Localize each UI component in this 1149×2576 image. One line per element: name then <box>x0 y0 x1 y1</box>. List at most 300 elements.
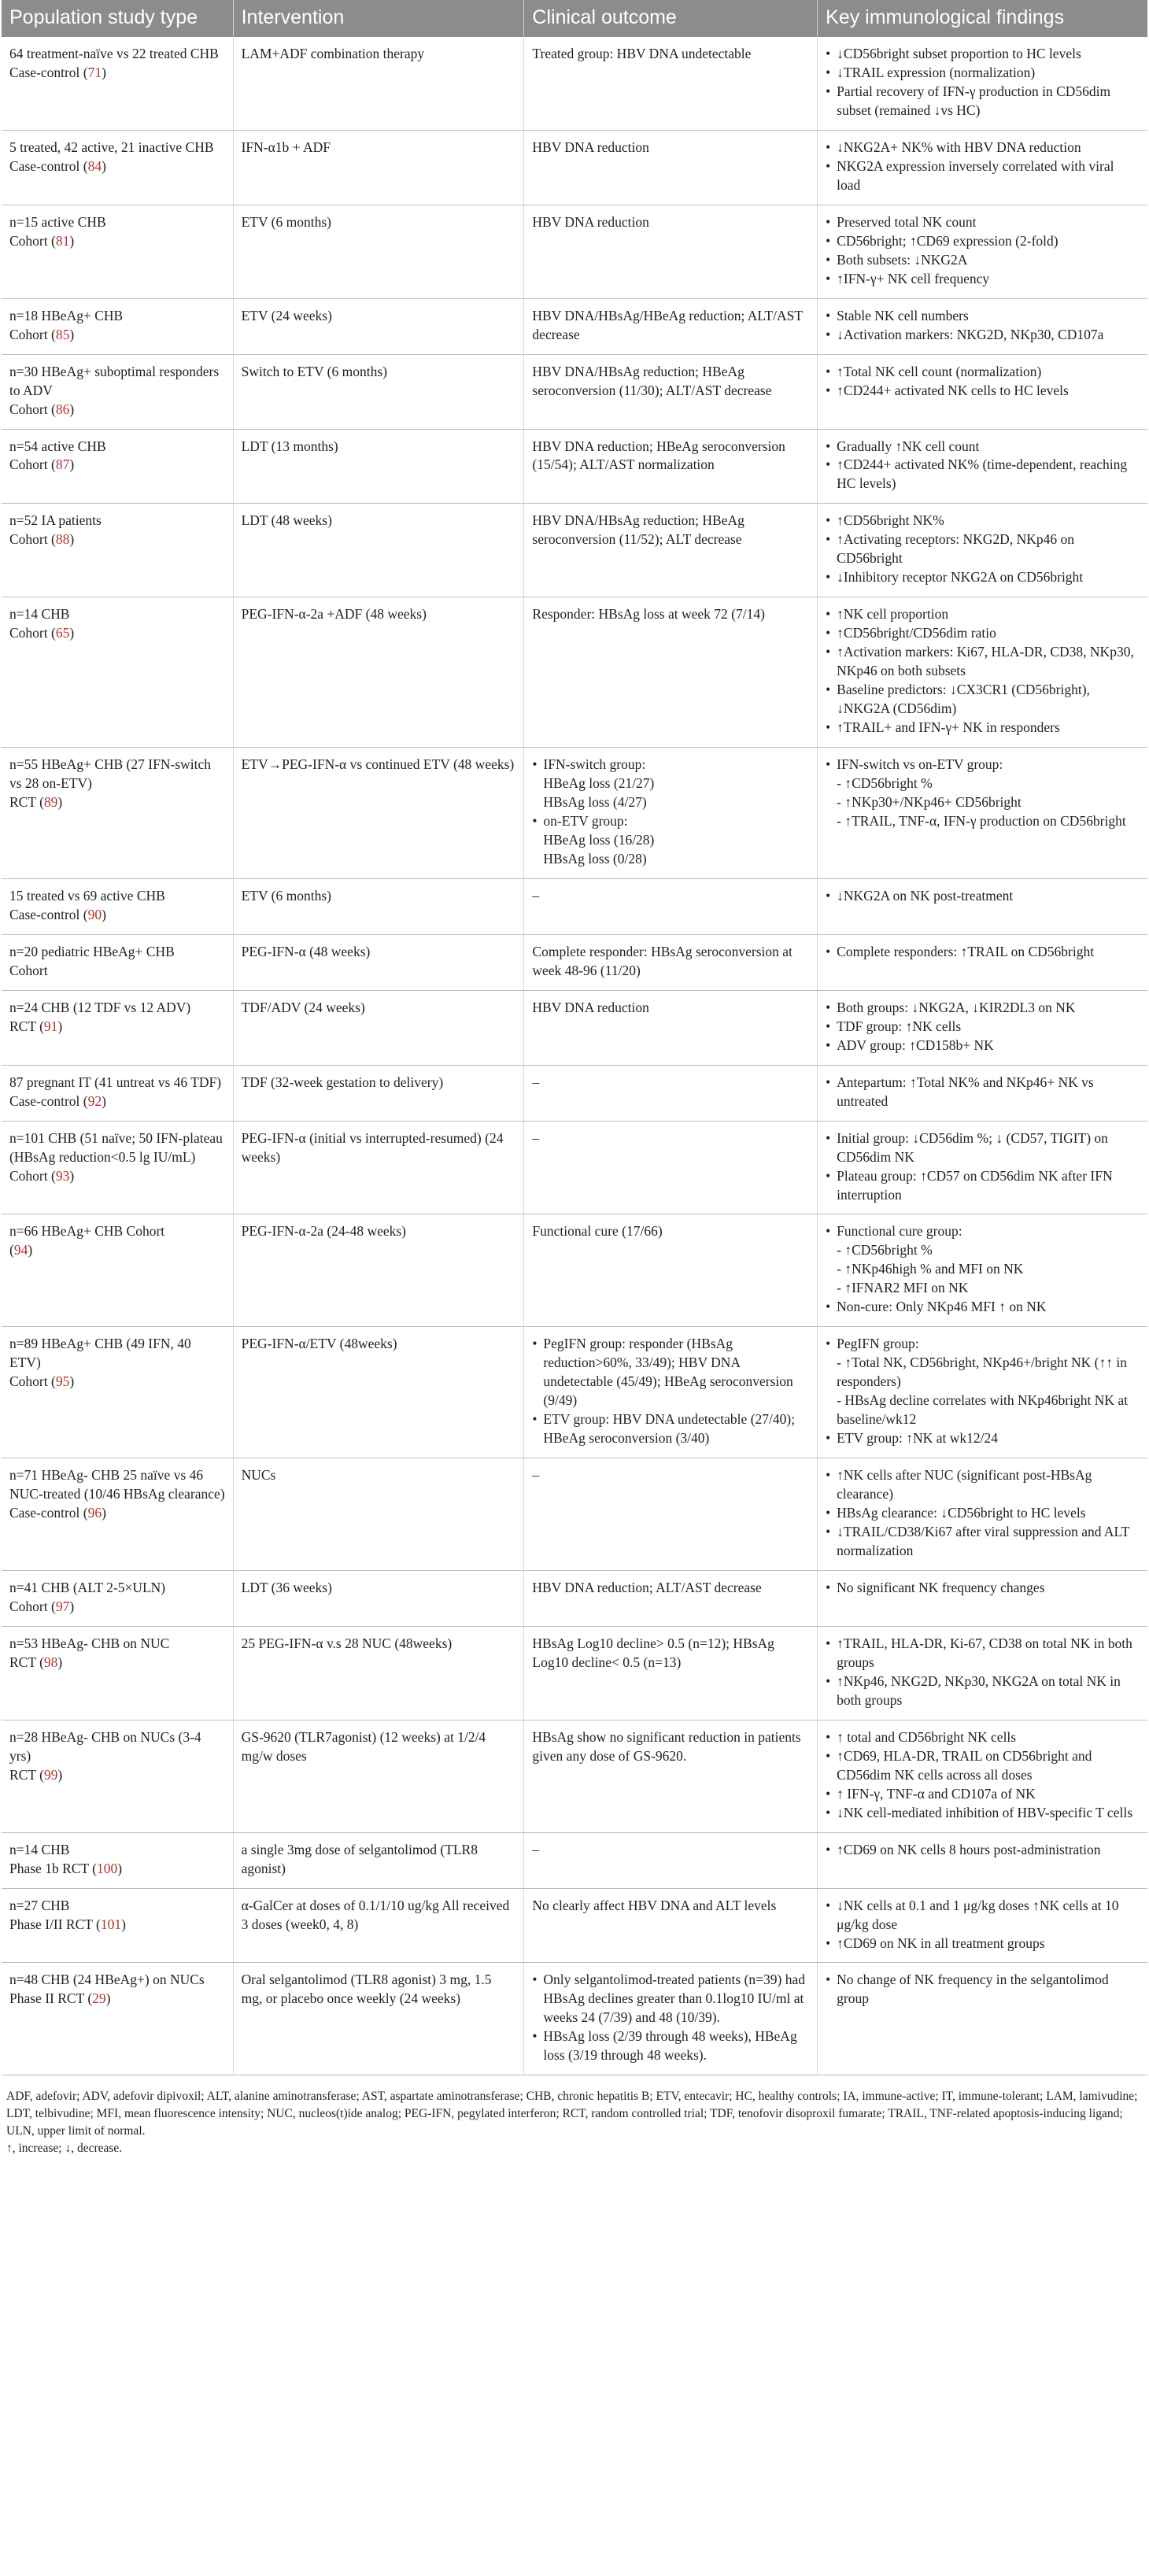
header-population: Population study type <box>2 0 233 37</box>
finding-text: - ↑NKp46high % and MFI on NK <box>837 1261 1024 1277</box>
outcome-text: HBsAg loss (2/39 through 48 weeks), HBeAg loss (3/19 through 48 weeks). <box>543 2028 797 2064</box>
table-row <box>2 597 1147 748</box>
finding-item <box>826 213 1140 232</box>
finding-text: Baseline predictors: ↓CX3CR1 (CD56bright), ↓NKG2A (CD56dim) <box>837 682 1090 717</box>
finding-item <box>826 719 1140 737</box>
intervention-text: α-GalCer at doses of 0.1/1/10 ug/kg All received 3 doses (week0, 4, 8) <box>241 1897 510 1932</box>
reference-link[interactable]: 93 <box>55 1167 70 1184</box>
population-text: n=41 CHB (ALT 2-5×ULN) <box>9 1579 166 1595</box>
cell-findings <box>818 298 1147 354</box>
intervention-text: Switch to ETV (6 months) <box>241 363 387 379</box>
intervention-text: a single 3mg dose of selgantolimod (TLR8 agonist) <box>241 1841 478 1876</box>
cell-findings <box>818 597 1147 748</box>
cell-intervention <box>233 878 524 934</box>
cell-intervention <box>233 1832 524 1888</box>
table-footnote <box>2 2075 1147 2157</box>
findings-list <box>826 605 1140 737</box>
cell-population <box>2 130 233 205</box>
finding-text: ↑Activating receptors: NKG2D, NKp46 on CD56bright <box>837 531 1074 567</box>
finding-item <box>826 1971 1140 2009</box>
table-row <box>2 354 1147 429</box>
finding-item <box>826 326 1140 345</box>
study-design-line: Case-control (92) <box>9 1092 106 1109</box>
finding-text: ↓TRAIL/CD38/Ki67 after viral suppression and ALT normalization <box>837 1524 1129 1558</box>
outcome-item <box>532 774 809 793</box>
finding-text: ↑CD69, HLA-DR, TRAIL on CD56bright and CD56dim NK cells across all doses <box>837 1747 1092 1783</box>
table-row <box>2 37 1147 130</box>
study-design-line: Cohort (95) <box>9 1373 75 1390</box>
cell-population <box>2 597 233 748</box>
table-row <box>2 1626 1147 1720</box>
study-design: Cohort <box>9 625 48 641</box>
study-design: Case-control <box>9 64 80 80</box>
study-design: Cohort <box>9 531 48 548</box>
table-row <box>2 748 1147 879</box>
study-design-line: RCT (89) <box>9 794 63 810</box>
finding-item <box>826 887 1140 906</box>
outcome-item <box>532 2027 809 2065</box>
outcome-item <box>532 1897 809 1916</box>
cell-intervention <box>233 1720 524 1832</box>
reference-link[interactable]: 89 <box>43 794 58 810</box>
study-design: Case-control <box>9 1505 80 1521</box>
table-header-row <box>2 0 1147 37</box>
population-text: 5 treated, 42 active, 21 inactive CHB <box>9 139 214 155</box>
finding-text: Functional cure group: <box>837 1223 962 1240</box>
cell-population <box>2 934 233 990</box>
finding-item <box>826 1466 1140 1504</box>
finding-item <box>826 1935 1140 1953</box>
cell-findings <box>818 990 1147 1065</box>
study-design-line: Case-control (90) <box>9 906 106 922</box>
population-text: n=53 HBeAg- CHB on NUC <box>9 1635 170 1651</box>
reference-link[interactable]: 88 <box>55 531 70 548</box>
finding-item <box>826 270 1140 289</box>
cell-intervention <box>233 1626 524 1720</box>
finding-text: ↓TRAIL expression (normalization) <box>837 64 1036 80</box>
intervention-text: GS-9620 (TLR7agonist) (12 weeks) at 1/2/4 mg/w doses <box>241 1728 486 1764</box>
finding-text: Stable NK cell numbers <box>837 307 969 323</box>
intervention-text: ETV (24 weeks) <box>241 307 332 323</box>
cell-intervention <box>233 205 524 298</box>
finding-item <box>826 1635 1140 1672</box>
finding-text: ↑ total and CD56bright NK cells <box>837 1728 1017 1745</box>
study-design-line: Phase I/II RCT (101) <box>9 1916 126 1932</box>
outcome-item <box>532 1222 809 1241</box>
cell-findings <box>818 1065 1147 1121</box>
reference-link[interactable]: 94 <box>13 1242 28 1258</box>
reference-link[interactable]: 85 <box>55 326 70 342</box>
cell-findings <box>818 130 1147 205</box>
population-text: n=14 CHB <box>9 606 70 623</box>
outcome-item <box>532 999 809 1018</box>
study-design-line <box>9 962 225 981</box>
study-design: Phase I/II RCT <box>9 1916 93 1932</box>
outcome-list <box>532 307 809 345</box>
cell-outcome <box>524 1458 818 1571</box>
cell-outcome <box>524 37 818 130</box>
cell-findings <box>818 748 1147 879</box>
outcome-list <box>532 213 809 232</box>
cell-outcome <box>524 205 818 298</box>
finding-item <box>826 307 1140 326</box>
finding-text: HBsAg clearance: ↓CD56bright to HC levels <box>837 1505 1086 1521</box>
outcome-text: HBV DNA/HBsAg reduction; HBeAg seroconversion (11/30); ALT/AST decrease <box>532 363 772 398</box>
outcome-item <box>532 1635 809 1672</box>
study-design-line: Cohort (86) <box>9 401 75 417</box>
finding-text: ↑Activation markers: Ki67, HLA-DR, CD38, NKp30, NKp46 on both subsets <box>837 644 1134 679</box>
study-design-line: Case-control (71) <box>9 64 106 80</box>
outcome-text: HBsAg loss (4/27) <box>543 794 647 810</box>
cell-outcome <box>524 934 818 990</box>
finding-item <box>826 1672 1140 1710</box>
intervention-text: 25 PEG-IFN-α v.s 28 NUC (48weeks) <box>241 1635 453 1651</box>
cell-intervention <box>233 1458 524 1571</box>
outcome-list <box>532 1129 809 1148</box>
outcome-list <box>532 438 809 475</box>
finding-text: ↓Activation markers: NKG2D, NKp30, CD107a <box>837 326 1104 342</box>
outcome-item <box>532 1335 809 1410</box>
finding-item <box>826 512 1140 530</box>
findings-list <box>826 943 1140 962</box>
cell-population <box>2 1963 233 2075</box>
outcome-text: – <box>532 1129 540 1146</box>
finding-item <box>826 681 1140 719</box>
finding-text: - ↑CD56bright % <box>837 1242 933 1258</box>
cell-population <box>2 748 233 879</box>
reference-link[interactable]: 29 <box>92 1990 106 2007</box>
outcome-list <box>532 512 809 549</box>
findings-list <box>826 512 1140 587</box>
reference-link[interactable]: 100 <box>97 1860 118 1876</box>
intervention-text: PEG-IFN-α/ETV (48weeks) <box>241 1336 397 1352</box>
finding-item <box>826 157 1140 195</box>
finding-text: ↑IFN-γ+ NK cell frequency <box>837 270 990 286</box>
population-text: n=89 HBeAg+ CHB (49 IFN, 40 ETV) <box>9 1336 191 1371</box>
findings-list <box>826 139 1140 195</box>
population-text: n=52 IA patients <box>9 512 102 529</box>
population-text: n=54 active CHB <box>9 438 106 454</box>
finding-item <box>826 251 1140 270</box>
findings-list <box>826 438 1140 494</box>
outcome-item <box>532 605 809 624</box>
cell-population <box>2 1065 233 1121</box>
finding-text: - ↑Total NK, CD56bright, NKp46+/bright NK (↑↑ in responders) <box>837 1355 1127 1390</box>
finding-item <box>826 45 1140 64</box>
outcome-item <box>532 812 809 831</box>
outcome-item <box>532 45 809 64</box>
outcome-text: Functional cure (17/66) <box>532 1223 663 1240</box>
findings-list <box>826 1635 1140 1710</box>
finding-text: ↑TRAIL, HLA-DR, Ki-67, CD38 on total NK in both groups <box>837 1635 1132 1670</box>
study-design-line: RCT (98) <box>9 1654 63 1670</box>
cell-outcome <box>524 1121 818 1214</box>
cell-outcome <box>524 429 818 504</box>
cell-intervention <box>233 1888 524 1963</box>
footnote-abbreviations: ADF, adefovir; ADV, adefovir dipivoxil; ALT, alanine aminotransferase; AST, aspartate aminotransferase; CHB, chronic hepatitis B; ETV, entecavir; HC, healthy controls; IA, immune-active; IT, immune-tolerant; LAM, lamivudine; LDT, telbivudine; MFI, mean fluorescence intensity; NUC, nucleos(t)ide analog; PEG-IFN, pegylated interferon; RCT, random controlled trial; TDF, tenofovir disoproxil fumarate; TRAIL, TNF-related apoptosis-inducing ligand; ULN, upper limit of normal. <box>6 2090 1138 2138</box>
intervention-text: ETV (6 months) <box>241 213 332 230</box>
cell-findings <box>818 1121 1147 1214</box>
outcome-item <box>532 438 809 475</box>
study-design: Cohort <box>9 401 48 417</box>
intervention-text: LDT (36 weeks) <box>241 1579 332 1595</box>
population-text: n=14 CHB <box>9 1841 70 1857</box>
outcome-text: Responder: HBsAg loss at week 72 (7/14) <box>532 606 765 623</box>
reference-link[interactable]: 97 <box>55 1598 70 1614</box>
reference-link[interactable]: 95 <box>55 1373 70 1390</box>
study-design: Phase 1b RCT <box>9 1860 89 1876</box>
finding-text: ↓CD56bright subset proportion to HC levels <box>837 46 1081 61</box>
table-body <box>2 37 1147 2075</box>
finding-text: - ↑CD56bright % <box>837 775 933 792</box>
outcome-text: – <box>532 1467 540 1484</box>
finding-text: ↑NKp46, NKG2D, NKp30, NKG2A on total NK in both groups <box>837 1672 1121 1708</box>
table-row <box>2 1065 1147 1121</box>
reference-link[interactable]: 98 <box>43 1654 58 1670</box>
finding-text: Both groups: ↓NKG2A, ↓KIR2DL3 on NK <box>837 999 1076 1015</box>
population-text: n=28 HBeAg- CHB on NUCs (3-4 yrs) <box>9 1728 201 1764</box>
intervention-text: NUCs <box>241 1467 276 1484</box>
outcome-list <box>532 139 809 157</box>
reference-link[interactable]: 81 <box>55 232 70 249</box>
outcome-text: No clearly affect HBV DNA and ALT levels <box>532 1897 777 1913</box>
cell-intervention <box>233 1065 524 1121</box>
outcome-item <box>532 512 809 549</box>
reference-link[interactable]: 101 <box>100 1916 122 1932</box>
reference-link[interactable]: 86 <box>55 401 70 417</box>
findings-list <box>826 1971 1140 2009</box>
cell-population <box>2 37 233 130</box>
finding-text: ↓NK cells at 0.1 and 1 μg/kg doses ↑NK cells at 10 μg/kg dose <box>837 1897 1119 1932</box>
cell-outcome <box>524 1214 818 1327</box>
intervention-text: TDF/ADV (24 weeks) <box>241 999 365 1015</box>
study-design-line: Cohort (81) <box>9 232 75 249</box>
study-design-line: Case-control (84) <box>9 157 106 174</box>
finding-text: TDF group: ↑NK cells <box>837 1018 962 1034</box>
cell-outcome <box>524 1626 818 1720</box>
intervention-text: Oral selgantolimod (TLR8 agonist) 3 mg, 1.5 mg, or placebo once weekly (24 weeks) <box>241 1972 492 2007</box>
outcome-text: HBsAg Log10 decline> 0.5 (n=12); HBsAg Log10 decline< 0.5 (n=13) <box>532 1635 774 1670</box>
outcome-text: HBV DNA/HBsAg reduction; HBeAg seroconversion (11/52); ALT decrease <box>532 512 744 548</box>
study-design-line: RCT (99) <box>9 1766 63 1783</box>
outcome-text: ETV group: HBV DNA undetectable (27/40); HBeAg seroconversion (3/40) <box>543 1411 796 1447</box>
cell-population <box>2 1720 233 1832</box>
cell-findings <box>818 1570 1147 1626</box>
finding-text: ETV group: ↑NK at wk12/24 <box>837 1430 998 1447</box>
findings-list <box>826 307 1140 345</box>
cell-population <box>2 1327 233 1458</box>
population-text: n=24 CHB (12 TDF vs 12 ADV) <box>9 999 191 1015</box>
cell-population <box>2 1570 233 1626</box>
cell-population <box>2 1214 233 1327</box>
cell-findings <box>818 1327 1147 1458</box>
outcome-text: Treated group: HBV DNA undetectable <box>532 46 752 61</box>
population-text: n=55 HBeAg+ CHB (27 IFN-switch vs 28 on-ETV) <box>9 756 211 792</box>
reference-link[interactable]: 96 <box>87 1505 102 1521</box>
population-text: n=48 CHB (24 HBeAg+) on NUCs <box>9 1972 205 1988</box>
finding-item <box>826 1804 1140 1823</box>
finding-text: ↑CD56bright NK% <box>837 512 944 529</box>
cell-outcome <box>524 1570 818 1626</box>
intervention-text: TDF (32-week gestation to delivery) <box>241 1074 444 1090</box>
finding-item <box>826 83 1140 120</box>
cell-intervention <box>233 429 524 504</box>
cell-findings <box>818 354 1147 429</box>
intervention-text: LAM+ADF combination therapy <box>241 46 425 61</box>
finding-text: ↓Inhibitory receptor NKG2A on CD56bright <box>837 569 1084 586</box>
table-row <box>2 298 1147 354</box>
cell-population <box>2 205 233 298</box>
outcome-list <box>532 1897 809 1916</box>
finding-item <box>826 643 1140 681</box>
cell-population <box>2 1458 233 1571</box>
population-text: n=15 active CHB <box>9 213 106 230</box>
cell-outcome <box>524 1963 818 2075</box>
study-design: Phase II RCT <box>9 1990 84 2007</box>
cell-outcome <box>524 1065 818 1121</box>
outcome-list <box>532 1074 809 1092</box>
finding-text: - HBsAg decline correlates with NKp46bright NK at baseline/wk12 <box>837 1392 1128 1428</box>
outcome-text: HBV DNA/HBsAg/HBeAg reduction; ALT/AST decrease <box>532 307 803 342</box>
findings-list <box>826 1579 1140 1598</box>
finding-text: Both subsets: ↓NKG2A <box>837 251 968 268</box>
finding-item <box>826 456 1140 493</box>
cell-intervention <box>233 1570 524 1626</box>
finding-text: ↓NKG2A on NK post-treatment <box>837 887 1014 904</box>
table-row <box>2 504 1147 597</box>
finding-item <box>826 1523 1140 1561</box>
study-design-line: Case-control (96) <box>9 1505 106 1521</box>
finding-text: ↑NK cells after NUC (significant post-HBsAg clearance) <box>837 1467 1092 1502</box>
cell-intervention <box>233 354 524 429</box>
cell-findings <box>818 1720 1147 1832</box>
header-intervention: Intervention <box>233 0 524 37</box>
cell-intervention <box>233 934 524 990</box>
table-row <box>2 1458 1147 1571</box>
study-design: Cohort <box>9 456 48 473</box>
finding-text: ↑CD56bright/CD56dim ratio <box>837 625 996 641</box>
header-outcome: Clinical outcome <box>524 0 818 37</box>
cell-findings <box>818 1626 1147 1720</box>
table-row <box>2 1720 1147 1832</box>
finding-item <box>826 605 1140 624</box>
findings-list <box>826 1466 1140 1561</box>
outcome-text: HBV DNA reduction <box>532 213 649 230</box>
study-design-line: Cohort (88) <box>9 531 75 548</box>
cell-findings <box>818 934 1147 990</box>
study-design-line: Cohort (87) <box>9 456 75 473</box>
finding-text: ↑NK cell proportion <box>837 606 949 623</box>
cell-intervention <box>233 1121 524 1214</box>
outcome-item <box>532 1129 809 1148</box>
reference-link[interactable]: 99 <box>43 1766 58 1783</box>
cell-outcome <box>524 748 818 879</box>
finding-item <box>826 1391 1140 1429</box>
study-design: Cohort <box>9 962 48 978</box>
reference-link[interactable]: 87 <box>55 456 70 473</box>
study-design-line: Phase 1b RCT (100) <box>9 1860 123 1876</box>
cell-population <box>2 1121 233 1214</box>
finding-text: Partial recovery of IFN-γ production in CD56dim subset (remained ↓vs HC) <box>837 83 1111 118</box>
outcome-text: HBeAg loss (21/27) <box>543 775 655 792</box>
outcome-text: on-ETV group: <box>543 812 628 829</box>
outcome-text: IFN-switch group: <box>543 756 646 773</box>
outcome-list <box>532 363 809 401</box>
findings-list <box>826 999 1140 1055</box>
findings-list <box>826 1897 1140 1953</box>
study-design: Cohort <box>9 1598 48 1614</box>
outcome-item <box>532 1410 809 1448</box>
population-text: n=101 CHB (51 naïve; 50 IFN-plateau (HBsAg reduction<0.5 lg IU/mL) <box>9 1129 223 1165</box>
finding-item <box>826 1504 1140 1523</box>
cell-population <box>2 878 233 934</box>
data-table <box>2 0 1147 2075</box>
outcome-text: PegIFN group: responder (HBsAg reduction>60%, 33/49); HBV DNA undetectable (45/49); HBeAg seroconversion (9/49) <box>543 1336 793 1409</box>
study-design-line: Cohort (97) <box>9 1598 75 1614</box>
reference-link[interactable]: 91 <box>43 1018 58 1034</box>
finding-text: ↑CD69 on NK cells 8 hours post-administration <box>837 1841 1101 1857</box>
cell-intervention <box>233 1327 524 1458</box>
cell-population <box>2 354 233 429</box>
finding-item <box>826 624 1140 643</box>
outcome-text: HBsAg loss (0/28) <box>543 850 647 867</box>
finding-text: - ↑NKp30+/NKp46+ CD56bright <box>837 794 1022 810</box>
reference-link[interactable]: 90 <box>87 906 102 922</box>
finding-item <box>826 363 1140 382</box>
finding-item <box>826 1785 1140 1804</box>
finding-item <box>826 568 1140 587</box>
outcome-text: Only selgantolimod-treated patients (n=39) had HBsAg declines greater than 0.1log10 IU/ml at weeks 24 (7/39) and 48 (10/39). <box>543 1972 805 2026</box>
finding-item <box>826 1167 1140 1205</box>
cell-population <box>2 1832 233 1888</box>
table-row <box>2 1888 1147 1963</box>
findings-list <box>826 45 1140 120</box>
finding-text: Initial group: ↓CD56dim %; ↓ (CD57, TIGIT) on CD56dim NK <box>837 1129 1108 1165</box>
finding-item <box>826 943 1140 962</box>
cell-findings <box>818 1888 1147 1963</box>
cell-outcome <box>524 878 818 934</box>
finding-item <box>826 756 1140 774</box>
intervention-text: LDT (48 weeks) <box>241 512 332 529</box>
finding-text: ↑CD244+ activated NK% (time-dependent, reaching HC levels) <box>837 456 1128 492</box>
reference-link[interactable]: 92 <box>87 1092 102 1109</box>
finding-text: ADV group: ↑CD158b+ NK <box>837 1037 994 1053</box>
findings-list <box>826 1222 1140 1317</box>
footnote-symbols: ↑, increase; ↓, decrease. <box>6 2142 123 2156</box>
finding-item <box>826 793 1140 812</box>
intervention-text: ETV (6 months) <box>241 887 332 904</box>
reference-link[interactable]: 71 <box>87 64 102 80</box>
outcome-list <box>532 45 809 64</box>
reference-link[interactable]: 65 <box>55 625 70 641</box>
finding-item <box>826 1298 1140 1317</box>
finding-text: Plateau group: ↑CD57 on CD56dim NK after IFN interruption <box>837 1167 1113 1203</box>
intervention-text: PEG-IFN-α-2a (24-48 weeks) <box>241 1223 407 1240</box>
findings-list <box>826 1728 1140 1823</box>
reference-link[interactable]: 84 <box>87 157 102 174</box>
outcome-item <box>532 831 809 850</box>
outcome-list <box>532 1971 809 2065</box>
outcome-text: HBeAg loss (16/28) <box>543 831 655 848</box>
finding-item <box>826 1335 1140 1354</box>
finding-item <box>826 1747 1140 1785</box>
header-findings: Key immunological findings <box>818 0 1147 37</box>
cell-findings <box>818 1832 1147 1888</box>
finding-item <box>826 1897 1140 1935</box>
outcome-text: – <box>532 887 540 904</box>
finding-text: ↑ IFN-γ, TNF-α and CD107a of NK <box>837 1785 1036 1802</box>
study-design-line: Cohort (93) <box>9 1167 75 1184</box>
